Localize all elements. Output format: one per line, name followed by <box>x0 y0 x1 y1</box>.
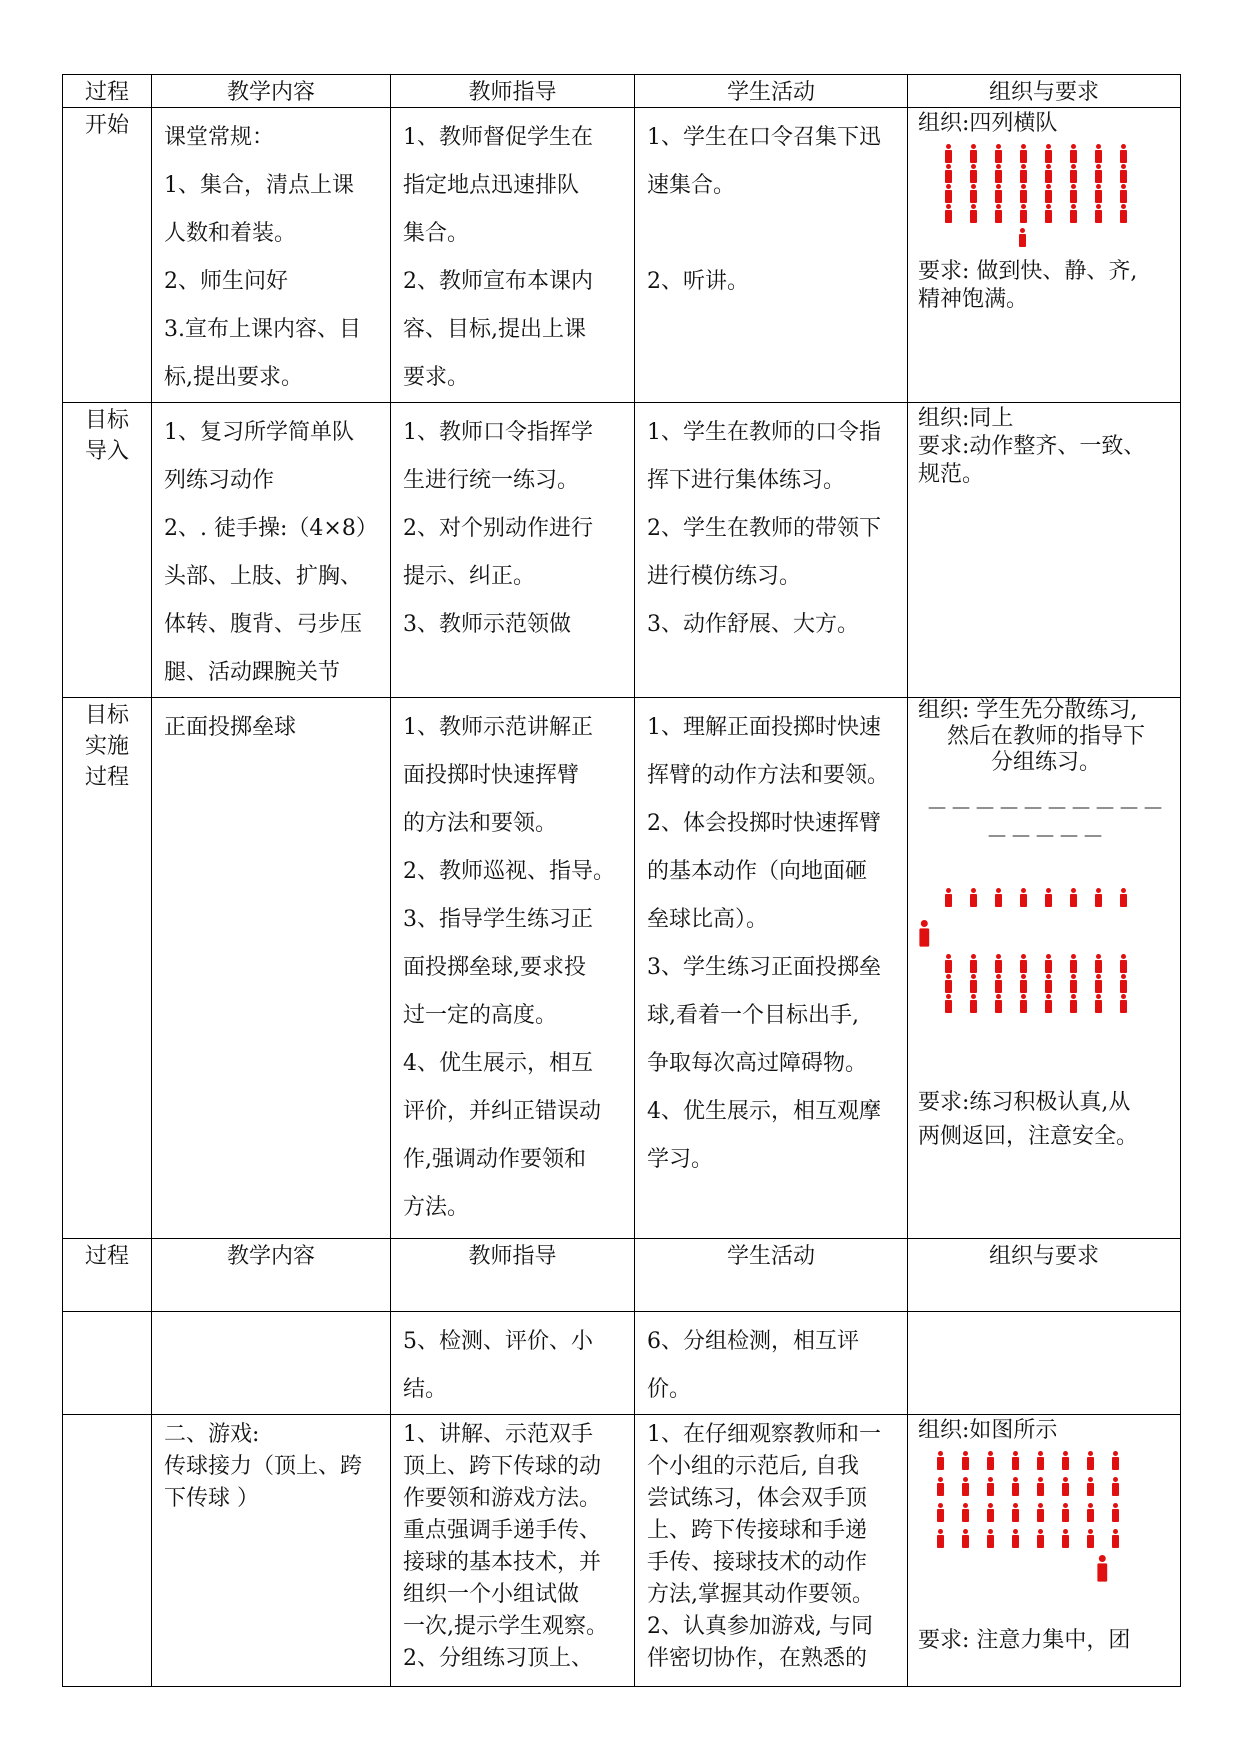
student-figure-icon <box>1019 974 1028 994</box>
student-figure-icon <box>961 1529 970 1549</box>
content-review <box>152 1312 391 1415</box>
student-figure-icon <box>1011 1529 1020 1549</box>
student-figure-icon <box>969 994 978 1014</box>
student-figure-icon <box>1094 164 1103 184</box>
student-figure-icon <box>944 974 953 994</box>
text-line: 1、教师督促学生在 <box>403 125 593 150</box>
text-line: 上、跨下传接球和手递 <box>647 1518 868 1543</box>
teacher-review <box>391 1312 635 1415</box>
student-figure-icon <box>1011 1477 1020 1497</box>
org-main <box>908 698 1181 1239</box>
text-line: 作要领和游戏方法。 <box>403 1486 602 1511</box>
student-figure-icon <box>1111 1477 1120 1497</box>
student-figure-icon <box>1111 1503 1120 1523</box>
content-intro <box>152 403 391 698</box>
text-line: 3.宣布上课内容、目 <box>164 317 361 342</box>
text-line: 2、学生在教师的带领下 <box>647 516 881 541</box>
student-figure-icon <box>969 144 978 164</box>
text-line: 挥下进行集体练习。 <box>647 468 846 493</box>
student-figure-icon <box>1011 1503 1020 1523</box>
row-main <box>63 698 1181 1239</box>
text-line: 方法。 <box>403 1195 470 1220</box>
student-figure-icon <box>944 994 953 1014</box>
org-title: 分组练习。 <box>990 750 1101 775</box>
student-figure-icon <box>1069 184 1078 204</box>
header-student: 学生活动 <box>635 75 908 108</box>
student-game <box>635 1415 908 1687</box>
student-figure-icon <box>1086 1503 1095 1523</box>
org-title: 组织:如图所示 <box>918 1418 1058 1443</box>
student-figure-icon <box>994 184 1003 204</box>
student-figure-icon <box>1094 974 1103 994</box>
text-line: 2、认真参加游戏, 与同 <box>647 1614 873 1639</box>
student-figure-icon <box>944 888 953 908</box>
text-line: 3、动作舒展、大方。 <box>647 612 859 637</box>
student-figure-icon <box>1044 204 1053 224</box>
text-line: 进行模仿练习。 <box>647 564 802 589</box>
student-figure-icon <box>994 974 1003 994</box>
student-figure-icon <box>1069 164 1078 184</box>
blank-line <box>647 210 897 258</box>
text-line: 4、优生展示，相互 <box>403 1051 593 1076</box>
student-figure-icon <box>1061 1477 1070 1497</box>
text-line: 学习。 <box>647 1147 714 1172</box>
text-line: 3、指导学生练习正 <box>403 907 593 932</box>
text-line: 正面投掷垒球 <box>164 715 297 740</box>
header-process: 过程 <box>63 1239 152 1312</box>
student-figure-icon <box>986 1451 995 1471</box>
row-intro <box>63 403 1181 698</box>
text-line: 提示、纠正。 <box>403 564 536 589</box>
student-figure-icon <box>1119 204 1128 224</box>
text-line: 的方法和要领。 <box>403 811 558 836</box>
header-teacher: 教师指导 <box>391 75 635 108</box>
student-figure-icon <box>1044 974 1053 994</box>
text-line: 过一定的高度。 <box>403 1003 558 1028</box>
text-line: 生进行统一练习。 <box>403 468 580 493</box>
text-line: 1、讲解、示范双手 <box>403 1422 593 1447</box>
text-line: 体转、腹背、弓步压 <box>164 612 363 637</box>
student-figure-icon <box>936 1477 945 1497</box>
text-line: 5、检测、评价、小 <box>403 1329 593 1354</box>
org-requirement: 精神饱满。 <box>918 287 1029 312</box>
org-requirement: 两侧返回，注意安全。 <box>918 1124 1139 1149</box>
org-requirement: 要求:动作整齐、一致、 <box>918 434 1146 459</box>
text-line: 6、分组检测，相互评 <box>647 1329 859 1354</box>
student-figure-icon <box>1069 888 1078 908</box>
content-start <box>152 108 391 403</box>
student-figure-icon <box>1019 204 1028 224</box>
student-figure-icon <box>1069 954 1078 974</box>
student-start <box>635 108 908 403</box>
text-line: 结。 <box>403 1377 448 1402</box>
text-line: 实施 <box>84 734 129 759</box>
student-figure-icon <box>969 164 978 184</box>
process-start: 开始 <box>63 108 152 403</box>
student-figure-icon <box>1111 1451 1120 1471</box>
text-line: 腿、活动踝腕关节 <box>164 660 341 685</box>
text-line: 2、教师宣布本课内 <box>403 269 593 294</box>
text-line: 4、优生展示，相互观摩 <box>647 1099 881 1124</box>
text-line: 二、游戏: <box>164 1422 260 1447</box>
student-figure-icon <box>1119 954 1128 974</box>
student-figure-icon <box>1044 184 1053 204</box>
org-title: 组织:同上 <box>918 406 1014 431</box>
text-line: 标,提出要求。 <box>164 365 303 390</box>
student-figure-icon <box>986 1503 995 1523</box>
formation-four-rows <box>918 144 1174 248</box>
header-row <box>63 75 1181 108</box>
student-figure-icon <box>1119 184 1128 204</box>
student-figure-icon <box>1061 1503 1070 1523</box>
text-line: 伴密切协作，在熟悉的 <box>647 1646 868 1671</box>
org-game <box>908 1415 1181 1687</box>
text-line: 2、师生问好 <box>164 269 288 294</box>
text-line: 重点强调手递手传、 <box>403 1518 602 1543</box>
text-line: 1、在仔细观察教师和一 <box>647 1422 881 1447</box>
org-title: 组织: 学生先分散练习, <box>918 698 1138 723</box>
teacher-main <box>391 698 635 1239</box>
text-line: 1、集合，清点上课 <box>164 173 354 198</box>
row-game <box>63 1415 1181 1687</box>
text-line: 2、分组练习顶上、 <box>403 1646 593 1671</box>
student-figure-icon <box>1061 1529 1070 1549</box>
student-figure-icon <box>994 144 1003 164</box>
teacher-figure-icon <box>918 920 931 948</box>
formation-relay <box>918 1451 1174 1575</box>
student-figure-icon <box>986 1477 995 1497</box>
student-figure-icon <box>1119 994 1128 1014</box>
row-review <box>63 1312 1181 1415</box>
student-figure-icon <box>936 1451 945 1471</box>
student-figure-icon <box>1094 994 1103 1014</box>
text-line: 2、体会投掷时快速挥臂 <box>647 811 881 836</box>
text-line: 目标 <box>84 408 129 433</box>
student-figure-icon <box>1019 994 1028 1014</box>
student-figure-icon <box>1094 888 1103 908</box>
student-figure-icon <box>1069 144 1078 164</box>
text-line: 垒球比高）。 <box>647 907 769 932</box>
student-figure-icon <box>1044 888 1053 908</box>
text-line: 容、目标,提出上课 <box>403 317 586 342</box>
text-line: 个小组的示范后, 自我 <box>647 1454 859 1479</box>
student-figure-icon <box>1119 164 1128 184</box>
header-org: 组织与要求 <box>908 1239 1181 1312</box>
text-line: 面投掷时快速挥臂 <box>403 763 580 788</box>
obstacle-line: －－－－－ <box>985 825 1106 850</box>
text-line: 球,看着一个目标出手, <box>647 1003 859 1028</box>
student-figure-icon <box>961 1451 970 1471</box>
text-line: 一次,提示学生观察。 <box>403 1614 608 1639</box>
process-main <box>63 698 152 1239</box>
student-figure-icon <box>1061 1451 1070 1471</box>
teacher-intro <box>391 403 635 698</box>
org-requirement: 要求:练习积极认真,从 <box>918 1090 1131 1115</box>
text-line: 尝试练习，体会双手顶 <box>647 1486 868 1511</box>
text-line: 争取每次高过障碍物。 <box>647 1051 868 1076</box>
text-line: 列练习动作 <box>164 468 275 493</box>
teacher-figure-icon <box>1018 228 1027 248</box>
org-requirement: 要求: 注意力集中，团 <box>918 1628 1131 1653</box>
student-figure-icon <box>1044 954 1053 974</box>
student-figure-icon <box>944 954 953 974</box>
header-teacher: 教师指导 <box>391 1239 635 1312</box>
student-figure-icon <box>994 954 1003 974</box>
text-line: 传球接力（顶上、跨 <box>164 1454 363 1479</box>
teacher-game <box>391 1415 635 1687</box>
student-figure-icon <box>1019 184 1028 204</box>
text-line: 要求。 <box>403 365 470 390</box>
header-content: 教学内容 <box>152 1239 391 1312</box>
student-figure-icon <box>994 888 1003 908</box>
student-figure-icon <box>1019 164 1028 184</box>
text-line: 2、. 徒手操:（4×8） <box>164 516 378 541</box>
student-figure-icon <box>961 1503 970 1523</box>
student-figure-icon <box>1044 164 1053 184</box>
text-line: 过程 <box>84 765 129 790</box>
org-intro <box>908 403 1181 698</box>
org-review <box>908 1312 1181 1415</box>
student-figure-icon <box>1036 1503 1045 1523</box>
student-figure-icon <box>1086 1477 1095 1497</box>
student-intro <box>635 403 908 698</box>
student-figure-icon <box>1094 204 1103 224</box>
text-line: 集合。 <box>403 221 470 246</box>
row-start <box>63 108 1181 403</box>
text-line: 作,强调动作要领和 <box>403 1147 586 1172</box>
student-figure-icon <box>1044 994 1053 1014</box>
student-figure-icon <box>994 994 1003 1014</box>
student-figure-icon <box>1086 1529 1095 1549</box>
text-line: 3、教师示范领做 <box>403 612 571 637</box>
process-review <box>63 1312 152 1415</box>
org-title: 组织:四列横队 <box>918 111 1058 136</box>
student-figure-icon <box>1094 184 1103 204</box>
text-line: 手传、接球技术的动作 <box>647 1550 868 1575</box>
content-game <box>152 1415 391 1687</box>
org-title: 然后在教师的指导下 <box>946 724 1145 749</box>
student-figure-icon <box>1044 144 1053 164</box>
formation-practice <box>918 888 1174 1014</box>
text-line: 指定地点迅速排队 <box>403 173 580 198</box>
text-line: 组织一个小组试做 <box>403 1582 580 1607</box>
process-game <box>63 1415 152 1687</box>
student-figure-icon <box>1111 1529 1120 1549</box>
student-figure-icon <box>969 974 978 994</box>
student-figure-icon <box>1036 1477 1045 1497</box>
student-figure-icon <box>936 1503 945 1523</box>
header-row-repeat <box>63 1239 1181 1312</box>
student-review <box>635 1312 908 1415</box>
text-line: 速集合。 <box>647 173 736 198</box>
text-line: 1、理解正面投掷时快速 <box>647 715 881 740</box>
student-figure-icon <box>994 164 1003 184</box>
student-figure-icon <box>1094 144 1103 164</box>
student-figure-icon <box>944 144 953 164</box>
student-figure-icon <box>1094 954 1103 974</box>
student-figure-icon <box>1119 974 1128 994</box>
student-figure-icon <box>1069 204 1078 224</box>
org-start <box>908 108 1181 403</box>
org-requirement: 要求: 做到快、静、齐, <box>918 259 1138 284</box>
student-figure-icon <box>994 204 1003 224</box>
student-figure-icon <box>944 184 953 204</box>
student-figure-icon <box>1086 1451 1095 1471</box>
student-figure-icon <box>969 954 978 974</box>
text-line: 的基本动作（向地面砸 <box>647 859 868 884</box>
text-line: 接球的基本技术，并 <box>403 1550 602 1575</box>
header-student: 学生活动 <box>635 1239 908 1312</box>
text-line: 头部、上肢、扩胸、 <box>164 564 363 589</box>
text-line: 目标 <box>84 703 129 728</box>
student-figure-icon <box>1119 888 1128 908</box>
student-figure-icon <box>969 184 978 204</box>
teacher-start <box>391 108 635 403</box>
text-line: 2、听讲。 <box>647 269 749 294</box>
text-line: 3、学生练习正面投掷垒 <box>647 955 881 980</box>
text-line: 价。 <box>647 1377 692 1402</box>
text-line: 1、教师口令指挥学 <box>403 420 593 445</box>
student-figure-icon <box>1119 144 1128 164</box>
student-figure-icon <box>1019 144 1028 164</box>
text-line: 方法,掌握其动作要领。 <box>647 1582 874 1607</box>
text-line: 顶上、跨下传球的动 <box>403 1454 602 1479</box>
text-line: 1、学生在教师的口令指 <box>647 420 881 445</box>
student-figure-icon <box>1069 994 1078 1014</box>
student-figure-icon <box>1036 1451 1045 1471</box>
text-line: 人数和着装。 <box>164 221 297 246</box>
student-figure-icon <box>1069 974 1078 994</box>
obstacle-line: －－－－－－－－－－ <box>925 797 1166 822</box>
student-figure-icon <box>969 204 978 224</box>
text-line: 挥臂的动作方法和要领。 <box>647 763 890 788</box>
student-figure-icon <box>944 164 953 184</box>
text-line: 2、教师巡视、指导。 <box>403 859 615 884</box>
student-figure-icon <box>961 1477 970 1497</box>
text-line: 1、教师示范讲解正 <box>403 715 593 740</box>
student-figure-icon <box>986 1529 995 1549</box>
text-line: 课堂常规： <box>164 125 275 150</box>
student-figure-icon <box>1036 1529 1045 1549</box>
header-content: 教学内容 <box>152 75 391 108</box>
student-figure-icon <box>936 1529 945 1549</box>
student-figure-icon <box>1019 954 1028 974</box>
header-org: 组织与要求 <box>908 75 1181 108</box>
student-main <box>635 698 908 1239</box>
text-line: 评价，并纠正错误动 <box>403 1099 602 1124</box>
lesson-plan-table <box>62 74 1181 1687</box>
student-figure-icon <box>1019 888 1028 908</box>
text-line: 2、对个别动作进行 <box>403 516 593 541</box>
text-line: 面投掷垒球,要求投 <box>403 955 586 980</box>
text-line: 下传球 ） <box>164 1486 259 1511</box>
teacher-figure-icon <box>1096 1555 1109 1583</box>
student-figure-icon <box>1011 1451 1020 1471</box>
org-requirement: 规范。 <box>918 462 985 487</box>
student-figure-icon <box>944 204 953 224</box>
header-process: 过程 <box>63 75 152 108</box>
process-intro <box>63 403 152 698</box>
student-figure-icon <box>969 888 978 908</box>
text-line: 1、复习所学简单队 <box>164 420 354 445</box>
text-line: 导入 <box>84 439 129 464</box>
text-line: 1、学生在口令召集下迅 <box>647 125 881 150</box>
content-main <box>152 698 391 1239</box>
